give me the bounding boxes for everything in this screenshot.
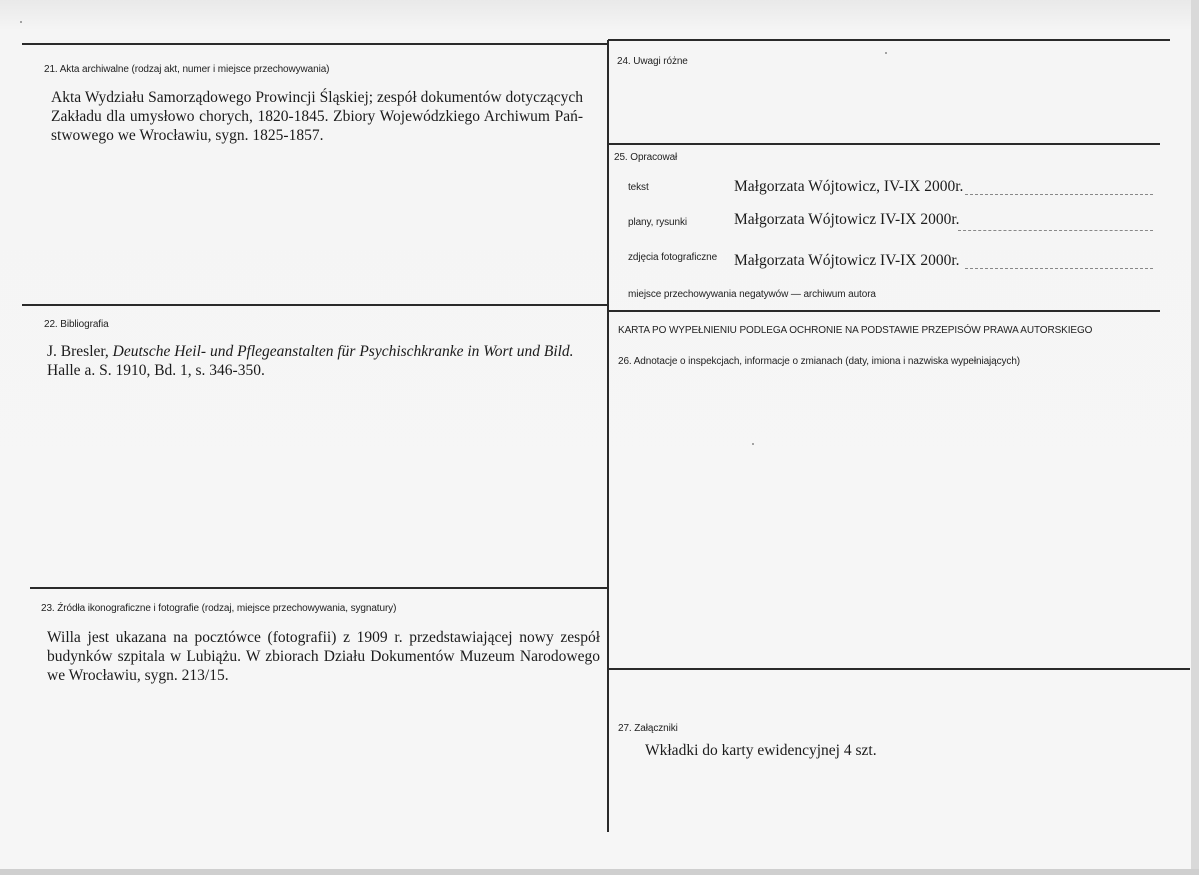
scan-edge-bottom (0, 869, 1199, 875)
bibliography-heading: 22. Bibliografia (44, 319, 109, 330)
bibliography-title: Deutsche Heil- und Pflegeanstalten für Psychischkranke in Wort und Bild. (112, 343, 574, 360)
iconographic-line-3: we Wrocławiu, sygn. 213/15. (47, 667, 229, 684)
attachments-value: Wkładki do karty ewidencyjnej 4 szt. (645, 742, 877, 759)
rule-center-vertical (607, 40, 609, 832)
prepared-photos-dotline (965, 268, 1153, 269)
scan-speck (752, 443, 754, 445)
archival-line-3: stwowego we Wrocławiu, sygn. 1825-1857. (51, 127, 324, 144)
prepared-negatives: miejsce przechowywania negatywów — archiwum autora (628, 289, 876, 300)
copyright-notice: KARTA PO WYPEŁNIENIU PODLEGA OCHRONIE NA PODSTAWIE PRZEPISÓW PRAWA AUTORSKIEGO (618, 325, 1093, 336)
prepared-plans-dotline (958, 230, 1153, 231)
archival-heading: 21. Akta archiwalne (rodzaj akt, numer i miejsce przechowywania) (44, 64, 330, 75)
prepared-plans-label: plany, rysunki (628, 217, 687, 228)
bibliography-imprint: Halle a. S. 1910, Bd. 1, s. 346-350. (47, 362, 265, 379)
scan-speck (20, 21, 22, 23)
archival-line-2: Zakładu dla umysłowo chorych, 1820-1845. Zbiory Wojewódzkiego Archiwum Pań- (51, 108, 583, 125)
inspections-heading: 26. Adnotacje o inspekcjach, informacje o zmianach (daty, imiona i nazwiska wypełniających) (618, 356, 1021, 367)
prepared-heading: 25. Opracował (614, 152, 678, 163)
iconographic-line-1: Willa jest ukazana na pocztówce (fotografii) z 1909 r. przedstawiającej nowy zespół (47, 629, 600, 646)
prepared-photos-label: zdjęcia fotograficzne (628, 252, 718, 263)
remarks-heading: 24. Uwagi różne (617, 56, 688, 67)
rule-22-23 (30, 587, 608, 589)
attachments-heading: 27. Załączniki (618, 723, 678, 734)
scan-edge-right (1191, 0, 1199, 875)
iconographic-line-2: budynków szpitala w Lubiążu. W zbiorach Działu Dokumentów Muzeum Narodowego (47, 648, 600, 665)
rule-25-26 (608, 310, 1160, 312)
rule-21-22 (22, 304, 608, 306)
prepared-photos-value: Małgorzata Wójtowicz IV-IX 2000r. (734, 252, 960, 269)
rule-26-27 (608, 668, 1190, 670)
iconographic-heading: 23. Źródła ikonograficzne i fotografie (rodzaj, miejsce przechowywania, sygnatury) (41, 603, 397, 614)
rule-top-right (608, 39, 1170, 41)
bibliography-entry (47, 342, 592, 361)
scan-speck (885, 52, 887, 54)
prepared-text-label: tekst (628, 182, 649, 193)
archival-line-1: Akta Wydziału Samorządowego Prowincji Śląskiej; zespół dokumentów dotyczących (51, 89, 583, 106)
rule-top-left (22, 43, 608, 45)
prepared-plans-value: Małgorzata Wójtowicz IV-IX 2000r. (734, 211, 960, 228)
prepared-text-dotline (965, 194, 1153, 195)
bibliography-author: J. Bresler, (47, 343, 109, 360)
rule-24-25 (608, 143, 1160, 145)
prepared-text-value: Małgorzata Wójtowicz, IV-IX 2000r. (734, 178, 964, 195)
